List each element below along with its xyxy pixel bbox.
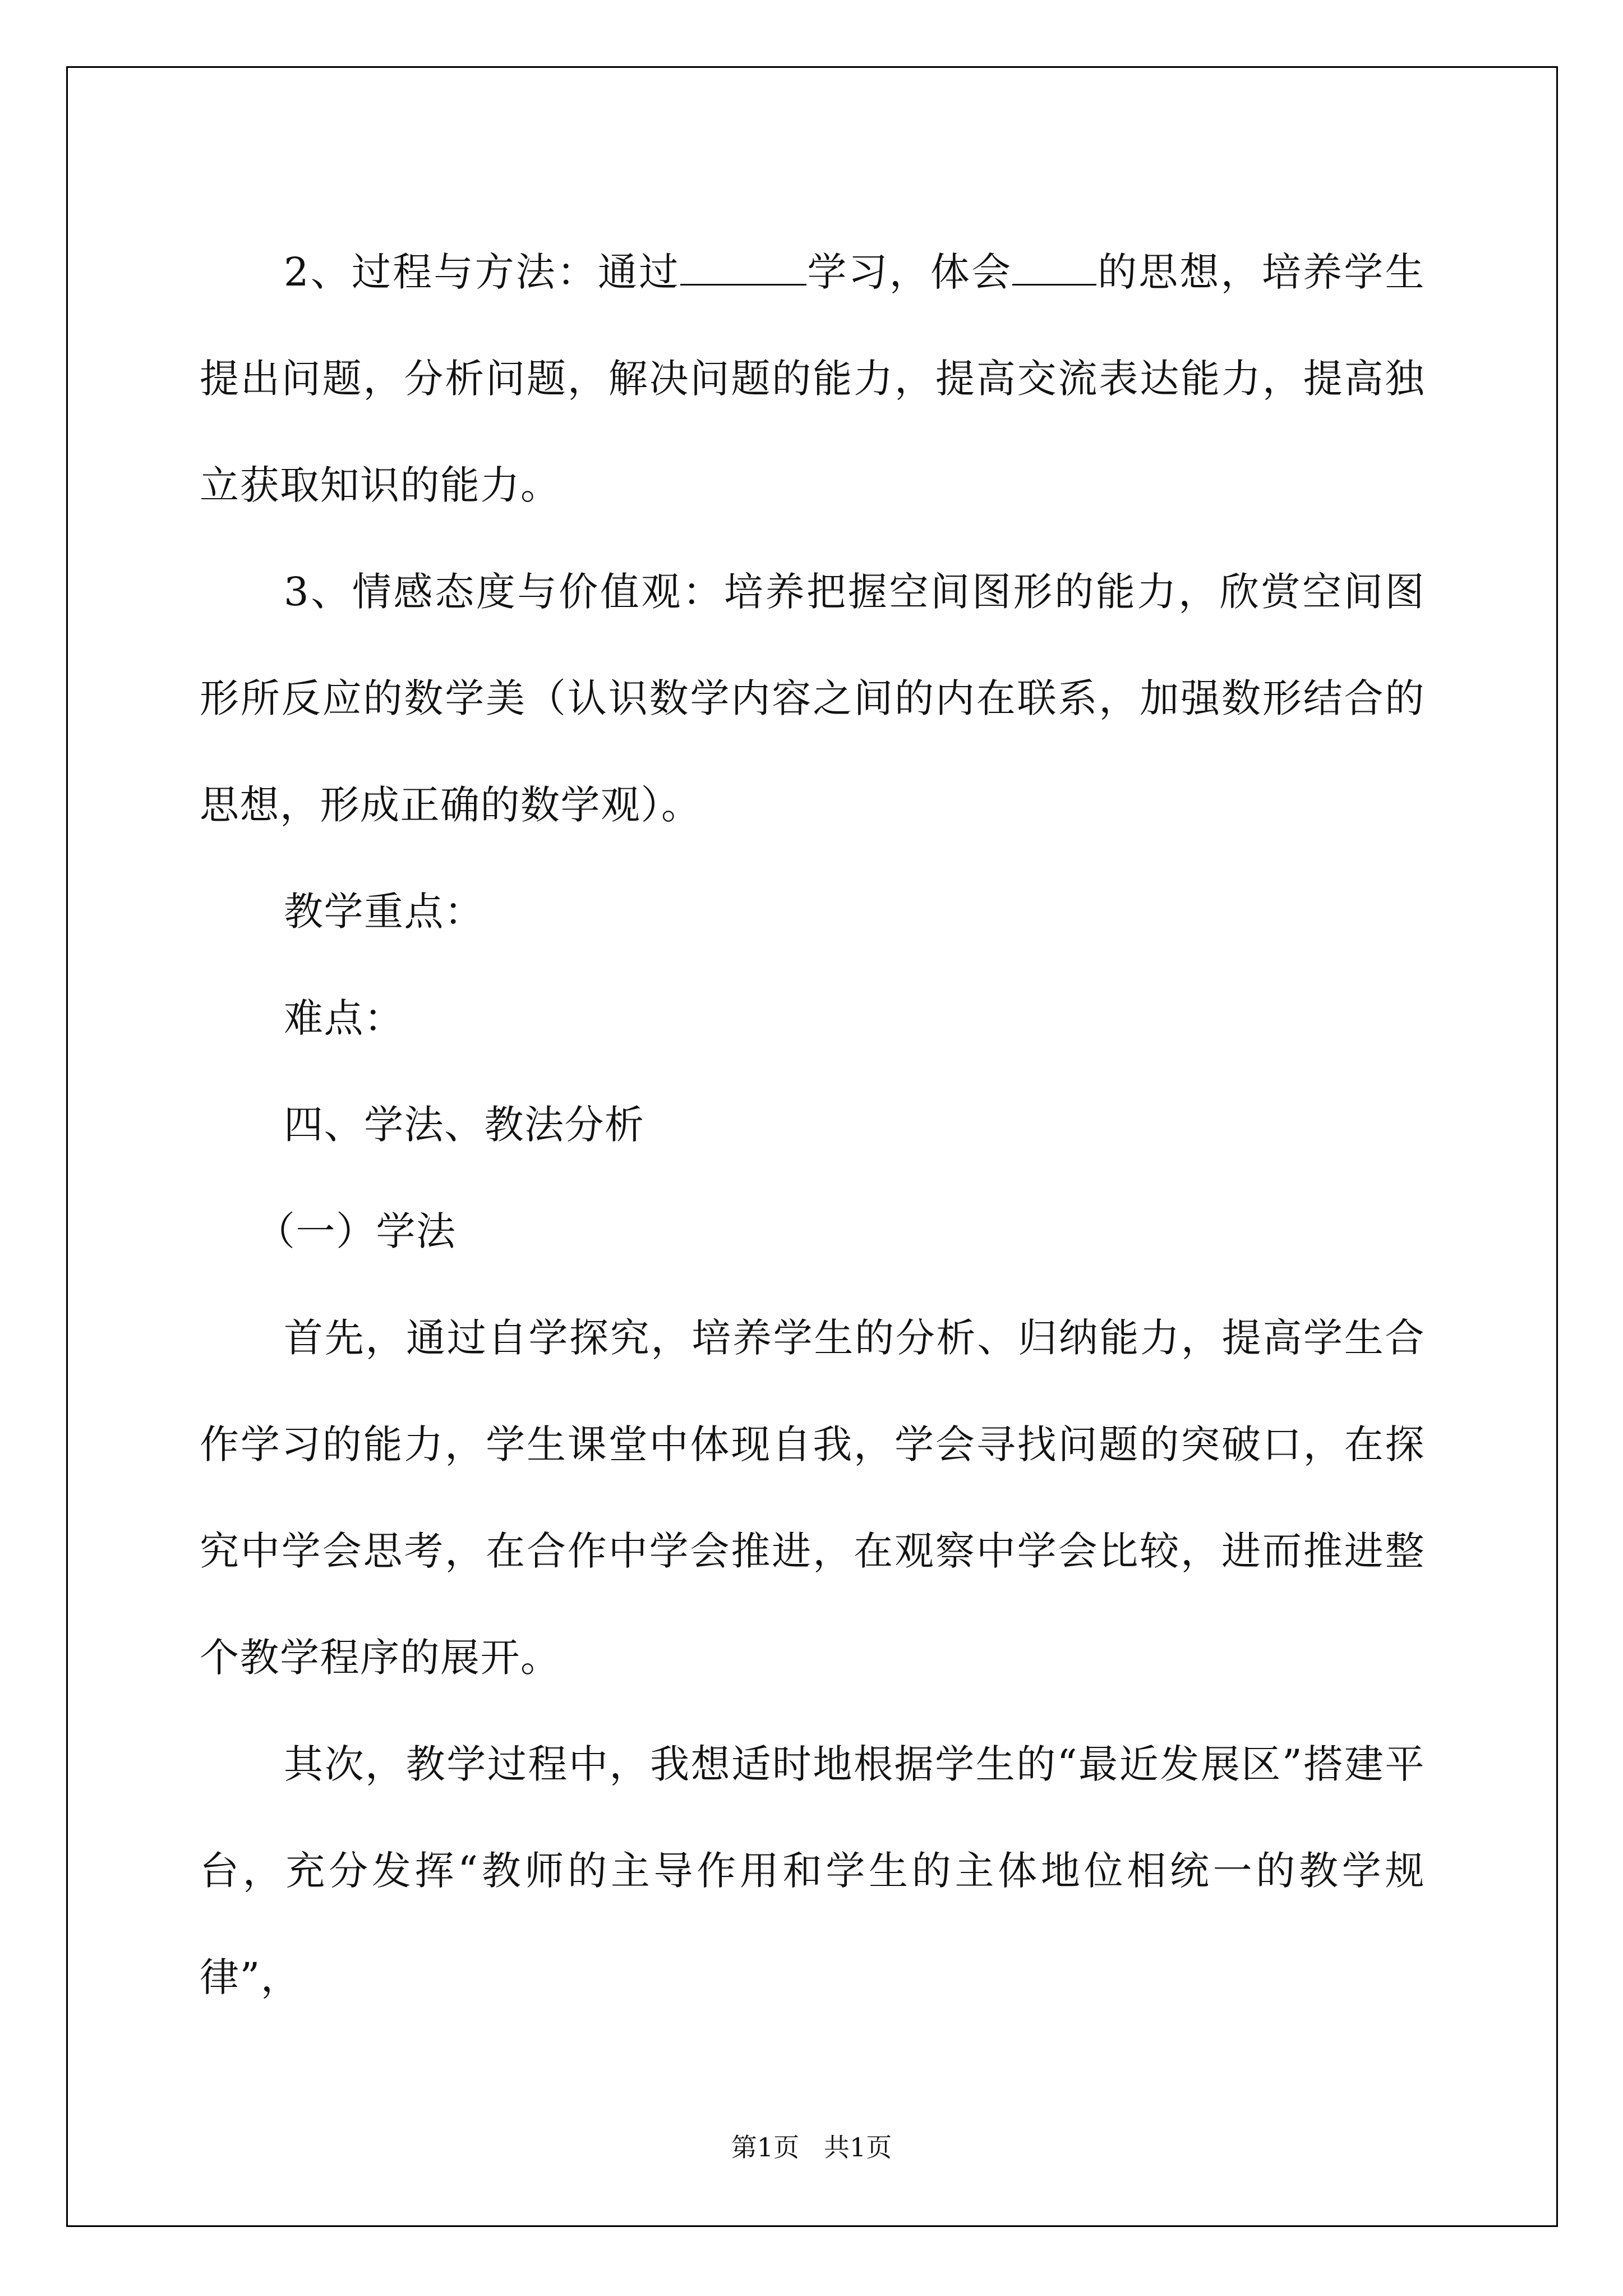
page-footer	[0, 2131, 1623, 2164]
paragraph-second: 其次，教学过程中，我想适时地根据学生的“最近发展区”搭建平台，充分发挥“教师的主导作用和学生的主体地位相统一的教学规律”，	[200, 1741, 1425, 2000]
heading-key-points: 教学重点：	[284, 889, 485, 935]
process-text-part1: 2、过程与方法：通过	[284, 249, 680, 295]
heading-difficulties: 难点：	[284, 995, 404, 1041]
fill-in-blank	[1012, 245, 1096, 286]
page-number-label: 第1页 共1页	[731, 2132, 892, 2162]
paragraph-process-methods	[200, 219, 1425, 539]
paragraph-first: 首先，通过自学探究，培养学生的分析、归纳能力，提高学生合作学习的能力，学生课堂中体现自我，学会寻找问题的突破口，在探究中学会思考，在合作中学会推进，在观察中学会比较，进而推进整个教学程序的展开。	[200, 1315, 1425, 1681]
fill-in-blank	[680, 245, 806, 286]
process-text-part3: 的思想，培养学生提出问题，分析问题，解决问题的能力，提高交流表达能力，提高独立获取知识的能力。	[200, 249, 1426, 508]
document-body	[200, 219, 1425, 2031]
paragraph-emotion-values: 3、情感态度与价值观：培养把握空间图形的能力，欣赏空间图形所反应的数学美（认识数学内容之间的内在联系，加强数形结合的思想，形成正确的数学观）。	[200, 569, 1425, 828]
section-heading-four: 四、学法、教法分析	[284, 1102, 645, 1148]
subsection-heading-learning-methods: （一）学法	[256, 1208, 457, 1254]
process-text-part2: 学习，体会	[806, 249, 1013, 295]
